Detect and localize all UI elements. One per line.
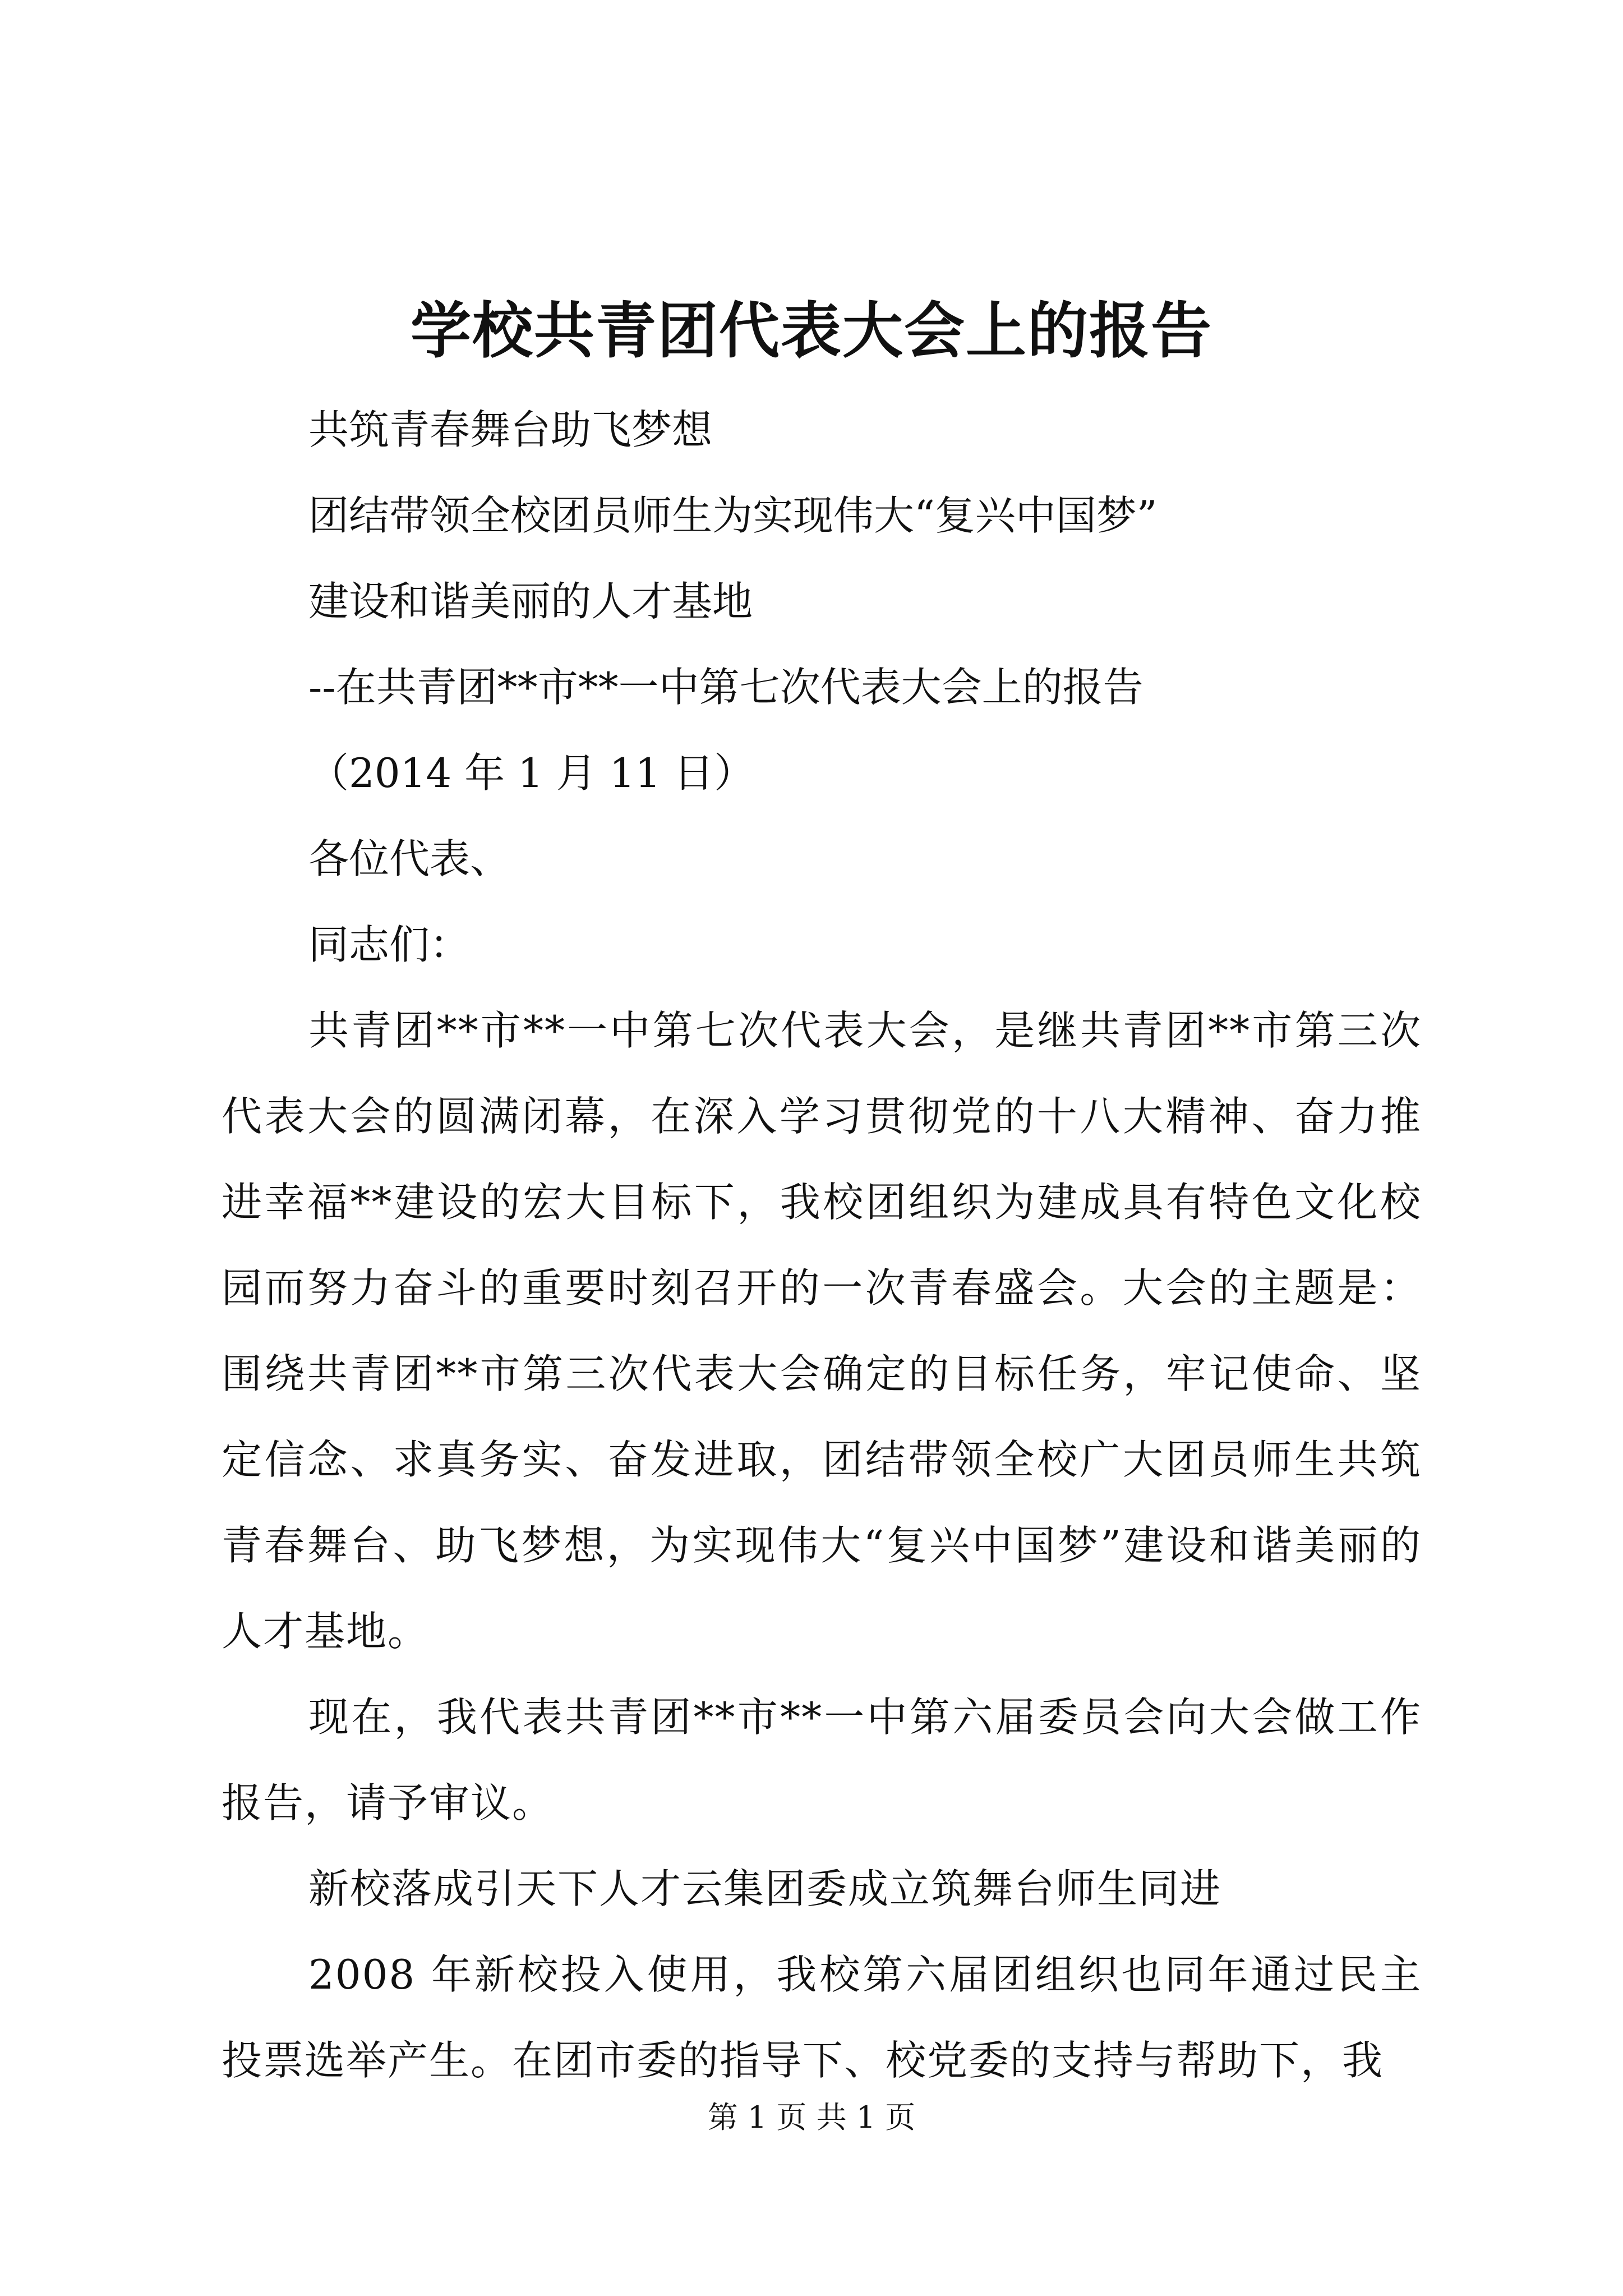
subtitle-line: 团结带领全校团员师生为实现伟大“复兴中国梦”: [308, 492, 1158, 539]
subtitle-line: 共筑青春舞台助飞梦想: [308, 406, 713, 453]
document-body: [222, 387, 1422, 2104]
date-line: （2014 年 1 月 11 日）: [308, 749, 755, 797]
salutation-line: 各位代表、: [308, 835, 511, 882]
salutation-line: 同志们：: [308, 921, 471, 968]
document-title: 学校共青团代表大会上的报告: [410, 296, 1212, 366]
subtitle-line: 建设和谐美丽的人才基地: [308, 578, 753, 625]
body-paragraph: 现在，我代表共青团**市**一中第六届委员会向大会做工作报告，请予审议。: [222, 1694, 1422, 1826]
body-paragraph: 2008 年新校投入使用，我校第六届团组织也同年通过民主投票选举产生。在团市委的指导下、校党委的支持与帮助下，我: [222, 1951, 1422, 2084]
section-heading: 新校落成引天下人才云集团委成立筑舞台师生同进: [308, 1865, 1222, 1912]
body-paragraph: 共青团**市**一中第七次代表大会，是继共青团**市第三次代表大会的圆满闭幕，在深入学习贯彻党的十八大精神、奋力推进幸福**建设的宏大目标下，我校团组织为建成具有特色文化校园而努力奋斗的重要时刻召开的一次青春盛会。大会的主题是：围绕共青团**市第三次代表大会确定的目标任务，牢记使命、坚定信念、求真务实、奋发进取，团结带领全校广大团员师生共筑青春舞台、助飞梦想，为实现伟大“复兴中国梦”建设和谐美丽的人才基地。: [222, 1007, 1422, 1655]
subtitle-line: --在共青团**市**一中第七次代表大会上的报告: [308, 664, 1144, 711]
page-footer: 第 1 页 共 1 页: [707, 2100, 916, 2135]
